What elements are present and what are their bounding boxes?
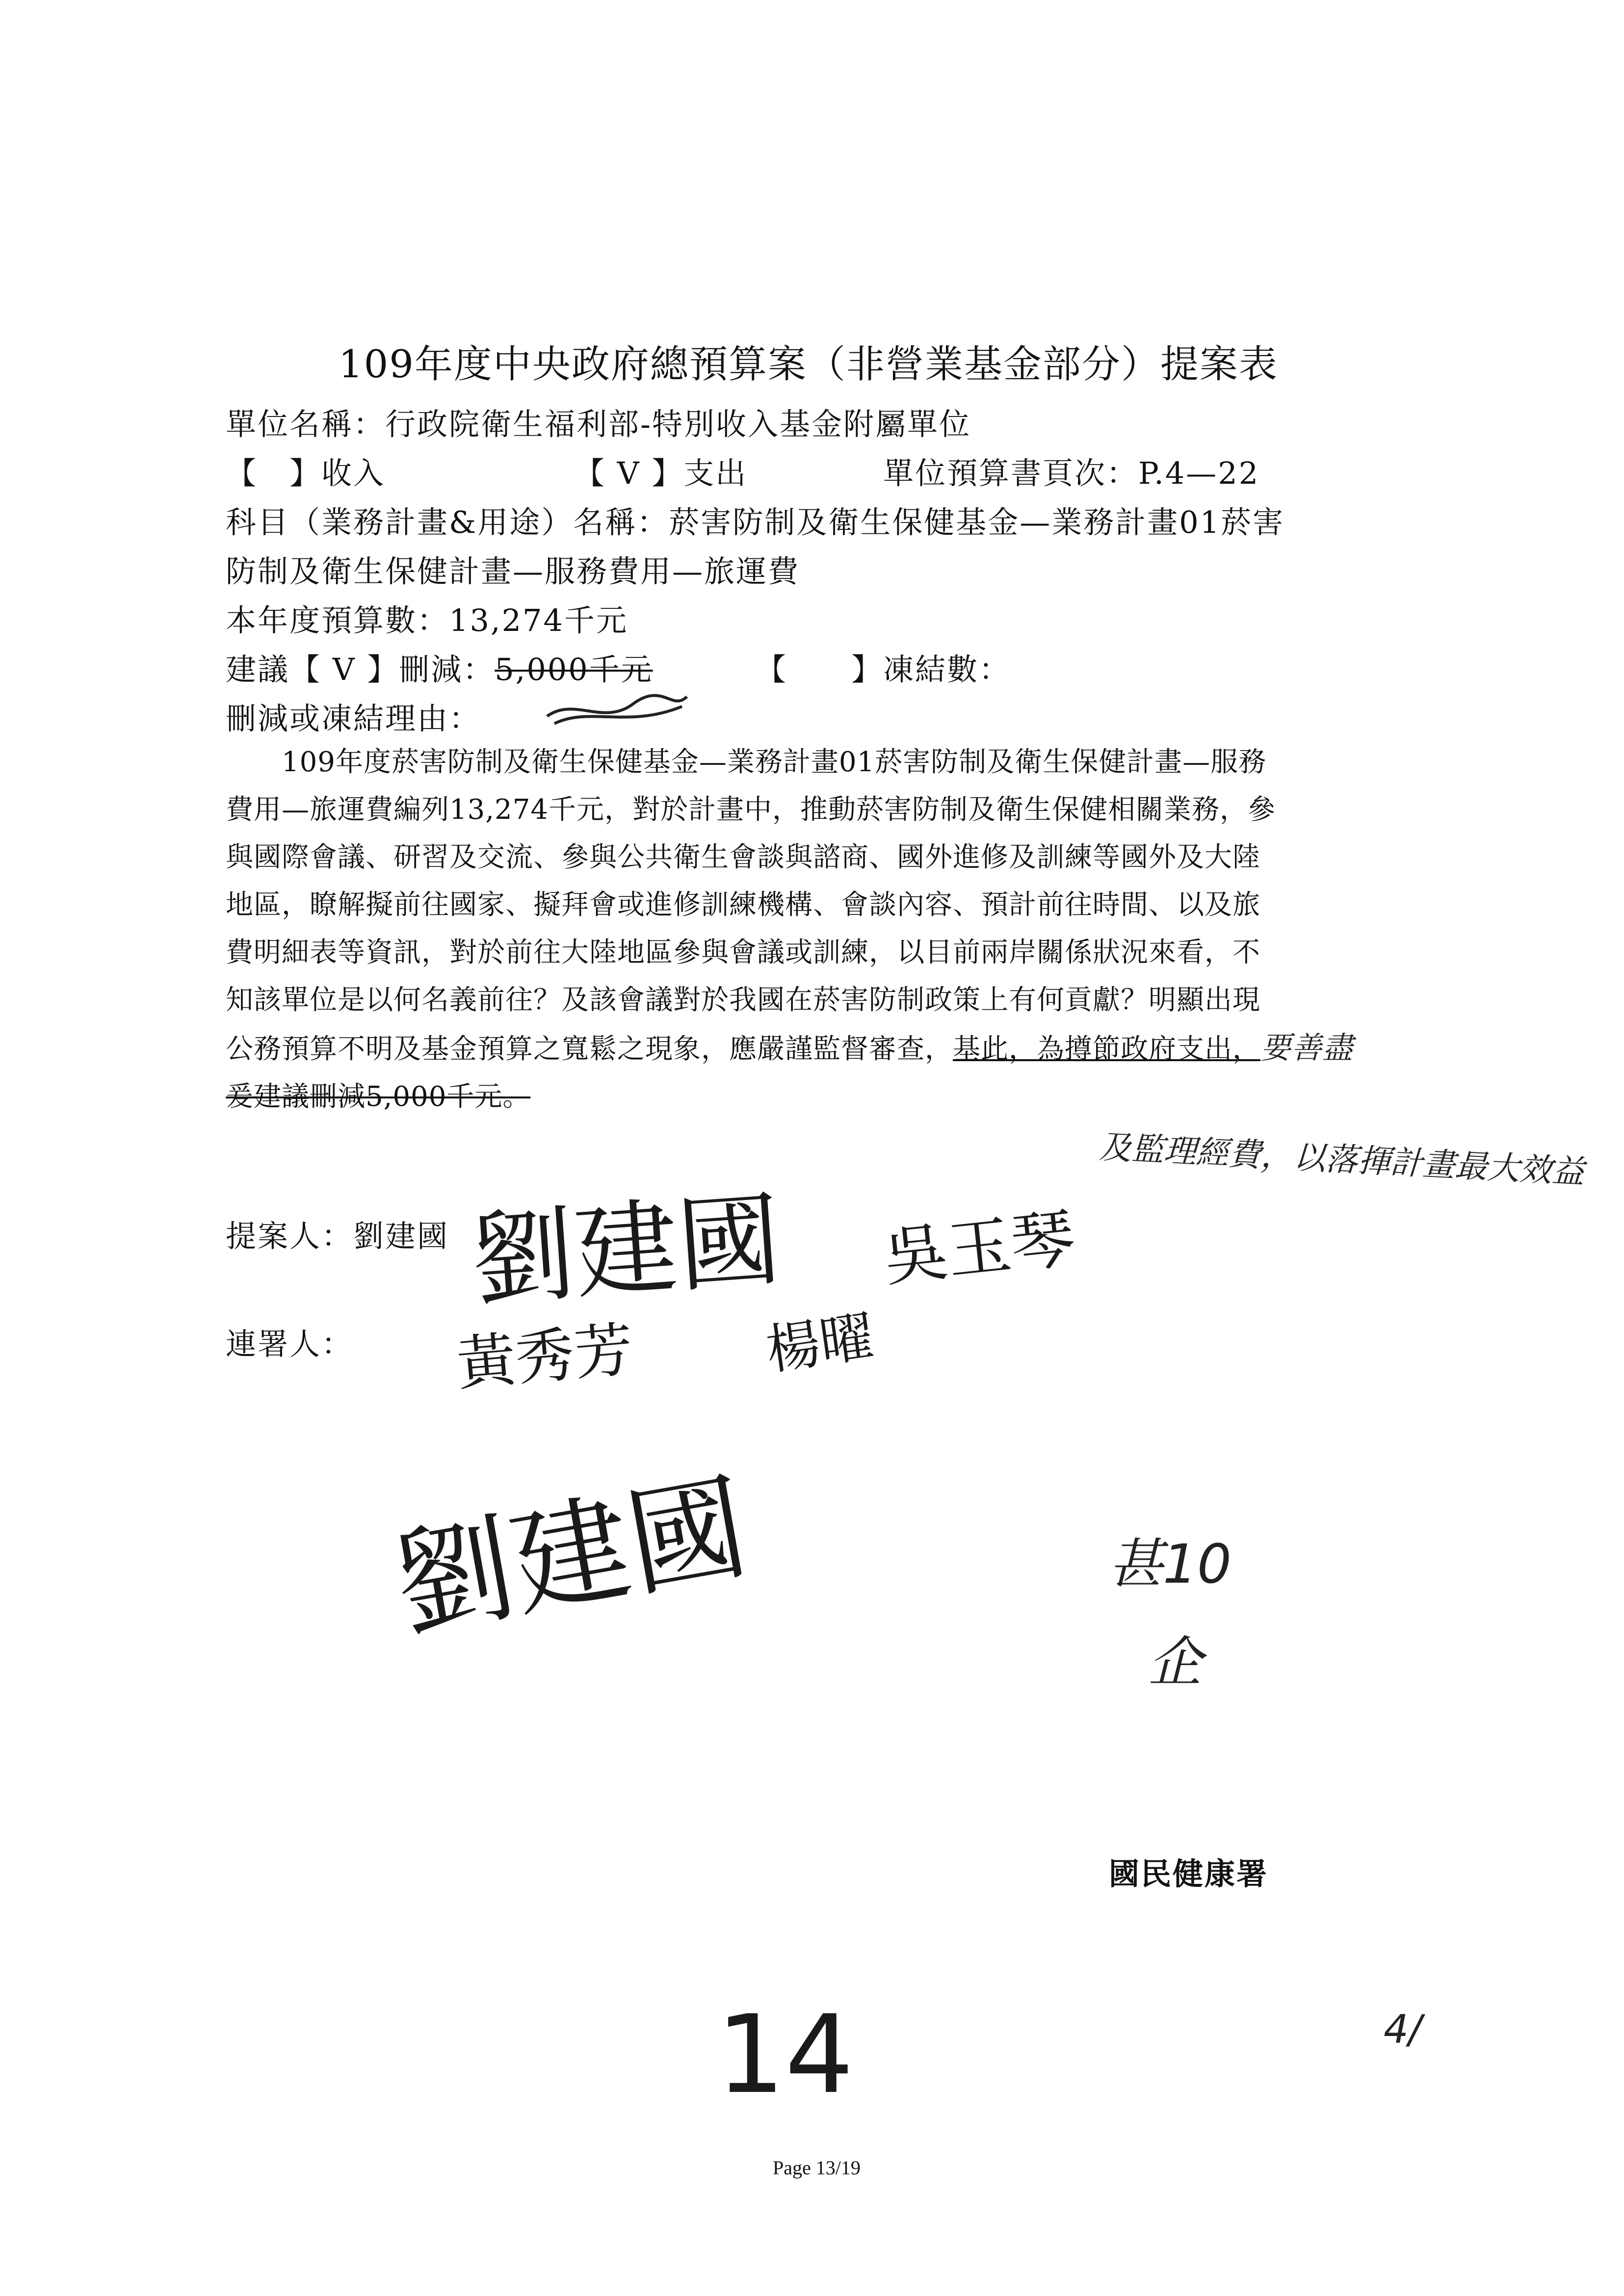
reason-line: 地區，瞭解擬前往國家、擬拜會或進修訓練機構、會談內容、預計前往時間、以及旅 (226, 889, 1260, 921)
reason-last-plain: 公務預算不明及基金預算之寬鬆之現象，應嚴謹監督審查， (226, 1033, 953, 1065)
handwritten-note: 及監理經費，以落揮計畫最大效益 (1098, 1128, 1586, 1191)
expense-checkbox: 【 V 】支出 (574, 455, 748, 491)
proposer-signature: 吳玉琴 (880, 1200, 1078, 1295)
reason-line-last (226, 1024, 1423, 1073)
reason-line: 費用—旅運費編列13,274千元，對於計畫中，推動菸害防制及衛生保健相關業務，參 (226, 794, 1276, 826)
reason-line: 費明細表等資訊，對於前往大陸地區參與會議或訓練，以目前兩岸關係狀況來看，不 (226, 937, 1260, 968)
proposer-label: 提案人：劉建國 (226, 1218, 449, 1254)
budget-page-reference: 單位預算書頁次：P.4—22 (883, 455, 1260, 491)
freeze-amount: 【 】凍結數： (756, 652, 1011, 687)
subject-line-2: 防制及衛生保健計畫—服務費用—旅運費 (226, 553, 800, 589)
suggestion-cut (226, 645, 653, 689)
budget-amount: 本年度預算數：13,274千元 (226, 602, 628, 638)
cosigner-label: 連署人： (226, 1326, 354, 1362)
income-checkbox: 【 】收入 (226, 455, 386, 491)
cosigner-signature: 黃秀芳 (454, 1315, 636, 1399)
annotation-bottom: 企 (1148, 1631, 1202, 1694)
handwritten-insert: 要善盡 (1260, 1030, 1354, 1066)
handwritten-page-number: 14 (716, 1992, 854, 2117)
subject-line-1: 科目（業務計畫&用途）名稱：菸害防制及衛生保健基金—業務計畫01菸害 (226, 504, 1285, 540)
reason-last-underlined: 基此，為撙節政府支出， (953, 1033, 1260, 1065)
struck-suggestion-line: 爰建議刪減5,000千元。 (226, 1081, 531, 1113)
reason-label: 刪減或凍結理由： (226, 701, 481, 736)
annotation-top: 甚10 (1109, 1533, 1231, 1595)
proposer-signature: 劉建國 (468, 1179, 785, 1321)
reason-line: 知該單位是以何名義前往？及該會議對於我國在菸害防制政策上有何貢獻？明顯出現 (226, 984, 1260, 1016)
department-name: 國民健康署 (1109, 1856, 1269, 1892)
suggestion-prefix: 建議【 V 】刪減： (226, 652, 495, 687)
unit-name: 單位名稱：行政院衛生福利部-特別收入基金附屬單位 (226, 406, 971, 442)
reason-line: 109年度菸害防制及衛生保健基金—業務計畫01菸害防制及衛生保健計畫—服務 (226, 746, 1267, 778)
reason-line: 與國際會議、研習及交流、參與公共衛生會談與諮商、國外進修及訓練等國外及大陸 (226, 841, 1260, 873)
large-signature: 劉建國 (385, 1458, 757, 1655)
corner-mark: 4/ (1384, 2007, 1422, 2052)
reason-paragraph (226, 738, 1423, 1121)
page-footer: Page 13/19 (773, 2157, 861, 2179)
cosigner-signature: 楊曜 (762, 1305, 878, 1382)
suggestion-amount-struck: 5,000千元 (495, 652, 653, 687)
form-title: 109年度中央政府總預算案（非營業基金部分）提案表 (339, 342, 1278, 387)
scribble-mark (545, 687, 692, 731)
